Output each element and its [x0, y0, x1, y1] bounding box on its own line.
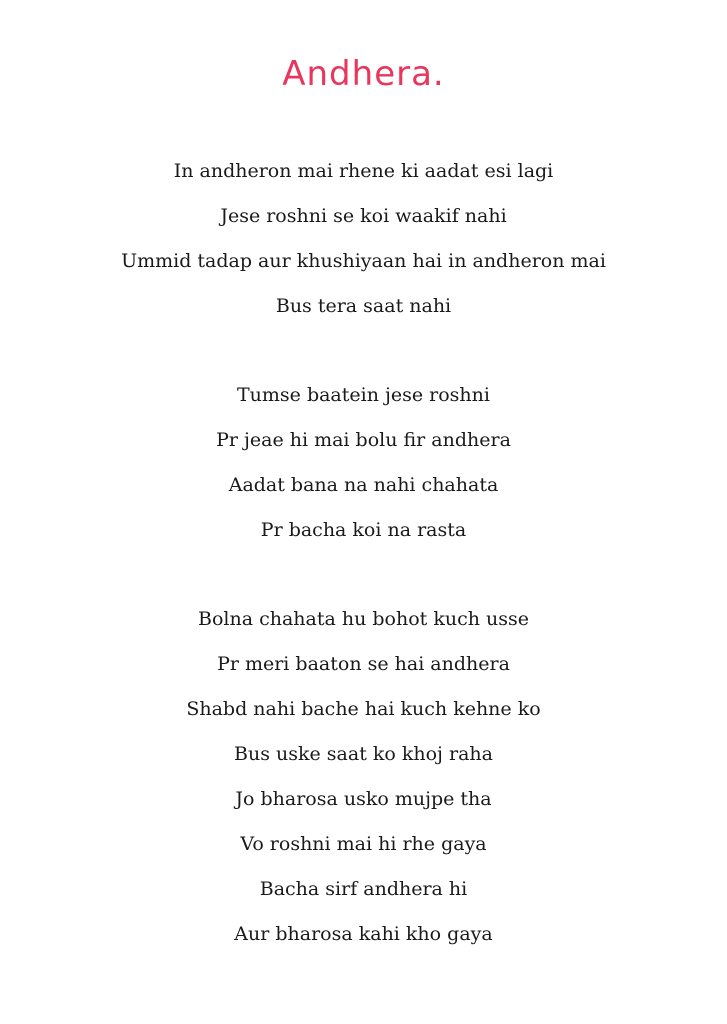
poem-line: Vo roshni mai hi rhe gaya — [240, 833, 487, 855]
poem-line: Ummid tadap aur khushiyaan hai in andheron mai — [121, 250, 606, 272]
poem-line: Pr jeae hi mai bolu fir andhera — [216, 429, 511, 451]
stanza-2 — [0, 373, 727, 553]
poem-line: Pr bacha koi na rasta — [260, 519, 467, 541]
poem-line: Bus tera saat nahi — [275, 295, 452, 317]
poem-line: Bacha sirf andhera hi — [259, 878, 468, 900]
poem-line: Shabd nahi bache hai kuch kehne ko — [186, 698, 541, 720]
poem-line: Aadat bana na nahi chahata — [228, 474, 499, 496]
stanza-1 — [0, 149, 727, 329]
poem-line: Jese roshni se koi waakif nahi — [220, 205, 507, 227]
poem-line: Jo bharosa usko mujpe tha — [235, 788, 492, 810]
stanza-3 — [0, 597, 727, 957]
poem-line: Bolna chahata hu bohot kuch usse — [198, 608, 529, 630]
poem-line: Tumse baatein jese roshni — [236, 384, 490, 406]
poem-line: In andheron mai rhene ki aadat esi lagi — [173, 160, 554, 182]
poem-line: Pr meri baaton se hai andhera — [217, 653, 510, 675]
poem-line: Aur bharosa kahi kho gaya — [234, 923, 493, 945]
poem-title: Andhera. — [282, 54, 445, 94]
poem-line: Bus uske saat ko khoj raha — [234, 743, 493, 765]
